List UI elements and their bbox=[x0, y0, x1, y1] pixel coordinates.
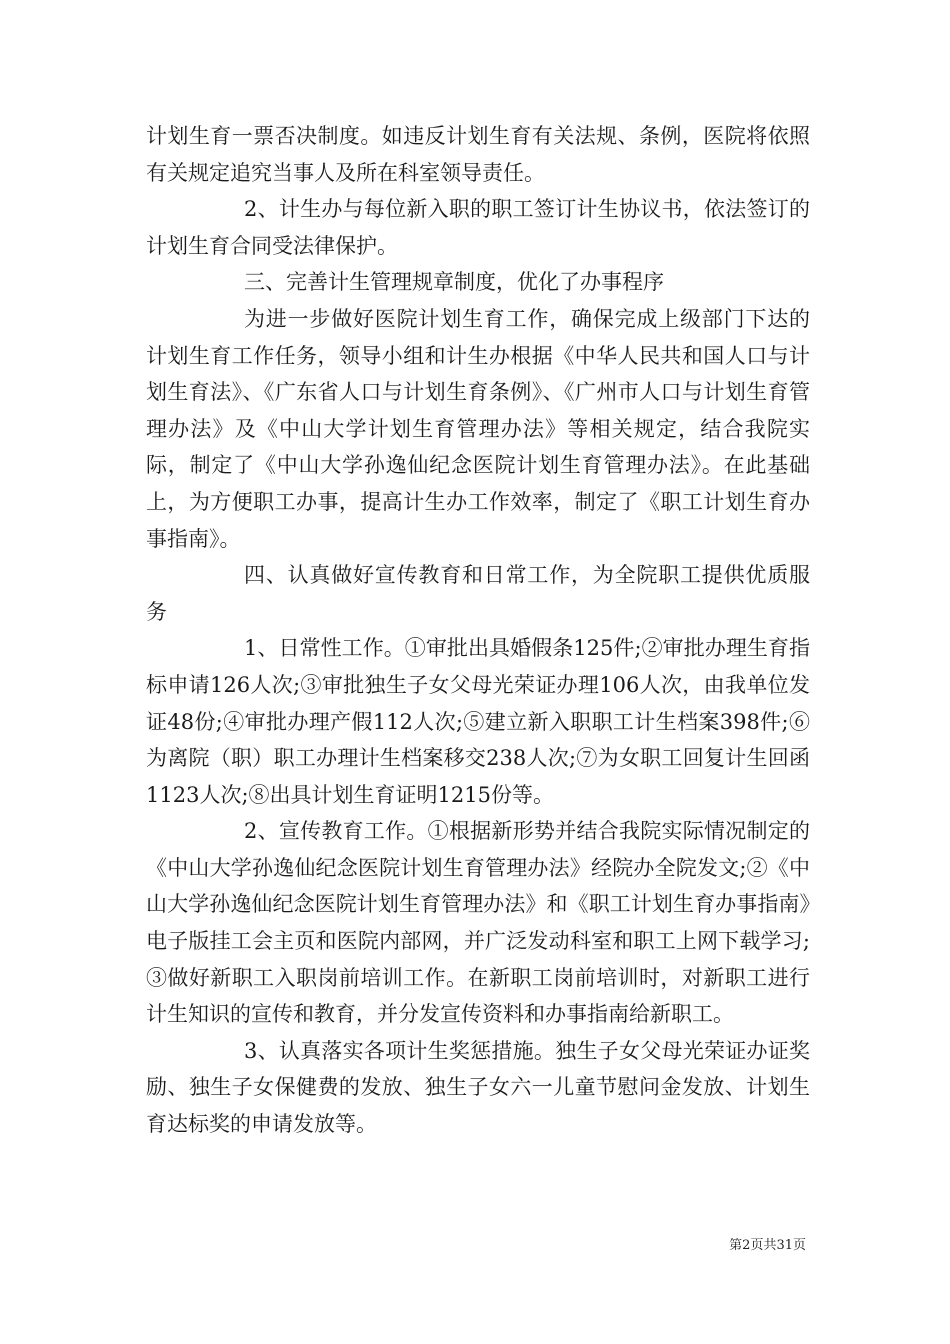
paragraph-routine-work: 1、日常性工作。①审批出具婚假条125件;②审批办理生育指标申请126人次;③审批独生子女父母光荣证办理106人次，由我单位发证48份;④审批办理产假112人次;⑤建立新入职职工计生档案398件;⑥为离院（职）职工办理计生档案移交238人次;⑦为女职工回复计生回函1123人次;⑧出具计划生育证明1215份等。 bbox=[146, 636, 810, 807]
section-heading-3: 三、完善计生管理规章制度，优化了办事程序 bbox=[244, 270, 664, 295]
paragraph-incentives: 3、认真落实各项计生奖惩措施。独生子女父母光荣证办证奖励、独生子女保健费的发放、独生子女六一儿童节慰问金发放、计划生育达标奖的申请发放等。 bbox=[146, 1038, 810, 1137]
page-number-footer: 第2页共31页 bbox=[729, 1238, 806, 1253]
section-heading-4: 四、认真做好宣传教育和日常工作，为全院职工提供优质服务 bbox=[146, 563, 810, 624]
paragraph-contract: 2、计生办与每位新入职的职工签订计生协议书，依法签订的计划生育合同受法律保护。 bbox=[146, 197, 810, 258]
paragraph-continuation: 计划生育一票否决制度。如违反计划生育有关法规、条例，医院将依照有关规定追究当事人及所在科室领导责任。 bbox=[146, 124, 810, 185]
document-body bbox=[146, 118, 810, 1143]
paragraph-publicity: 2、宣传教育工作。①根据新形势并结合我院实际情况制定的《中山大学孙逸仙纪念医院计划生育管理办法》经院办全院发文;②《中山大学孙逸仙纪念医院计划生育管理办法》和《职工计划生育办事指南》电子版挂工会主页和医院内部网，并广泛发动科室和职工上网下载学习;③做好新职工入职岗前培训工作。在新职工岗前培训时，对新职工进行计生知识的宣传和教育，并分发宣传资料和办事指南给新职工。 bbox=[146, 819, 810, 1027]
paragraph-regulations: 为进一步做好医院计划生育工作，确保完成上级部门下达的计划生育工作任务，领导小组和计生办根据《中华人民共和国人口与计划生育法》、《广东省人口与计划生育条例》、《广州市人口与计划生育管理办法》及《中山大学计划生育管理办法》等相关规定，结合我院实际，制定了《中山大学孙逸仙纪念医院计划生育管理办法》。在此基础上，为方便职工办事，提高计生办工作效率，制定了《职工计划生育办事指南》。 bbox=[146, 306, 810, 551]
